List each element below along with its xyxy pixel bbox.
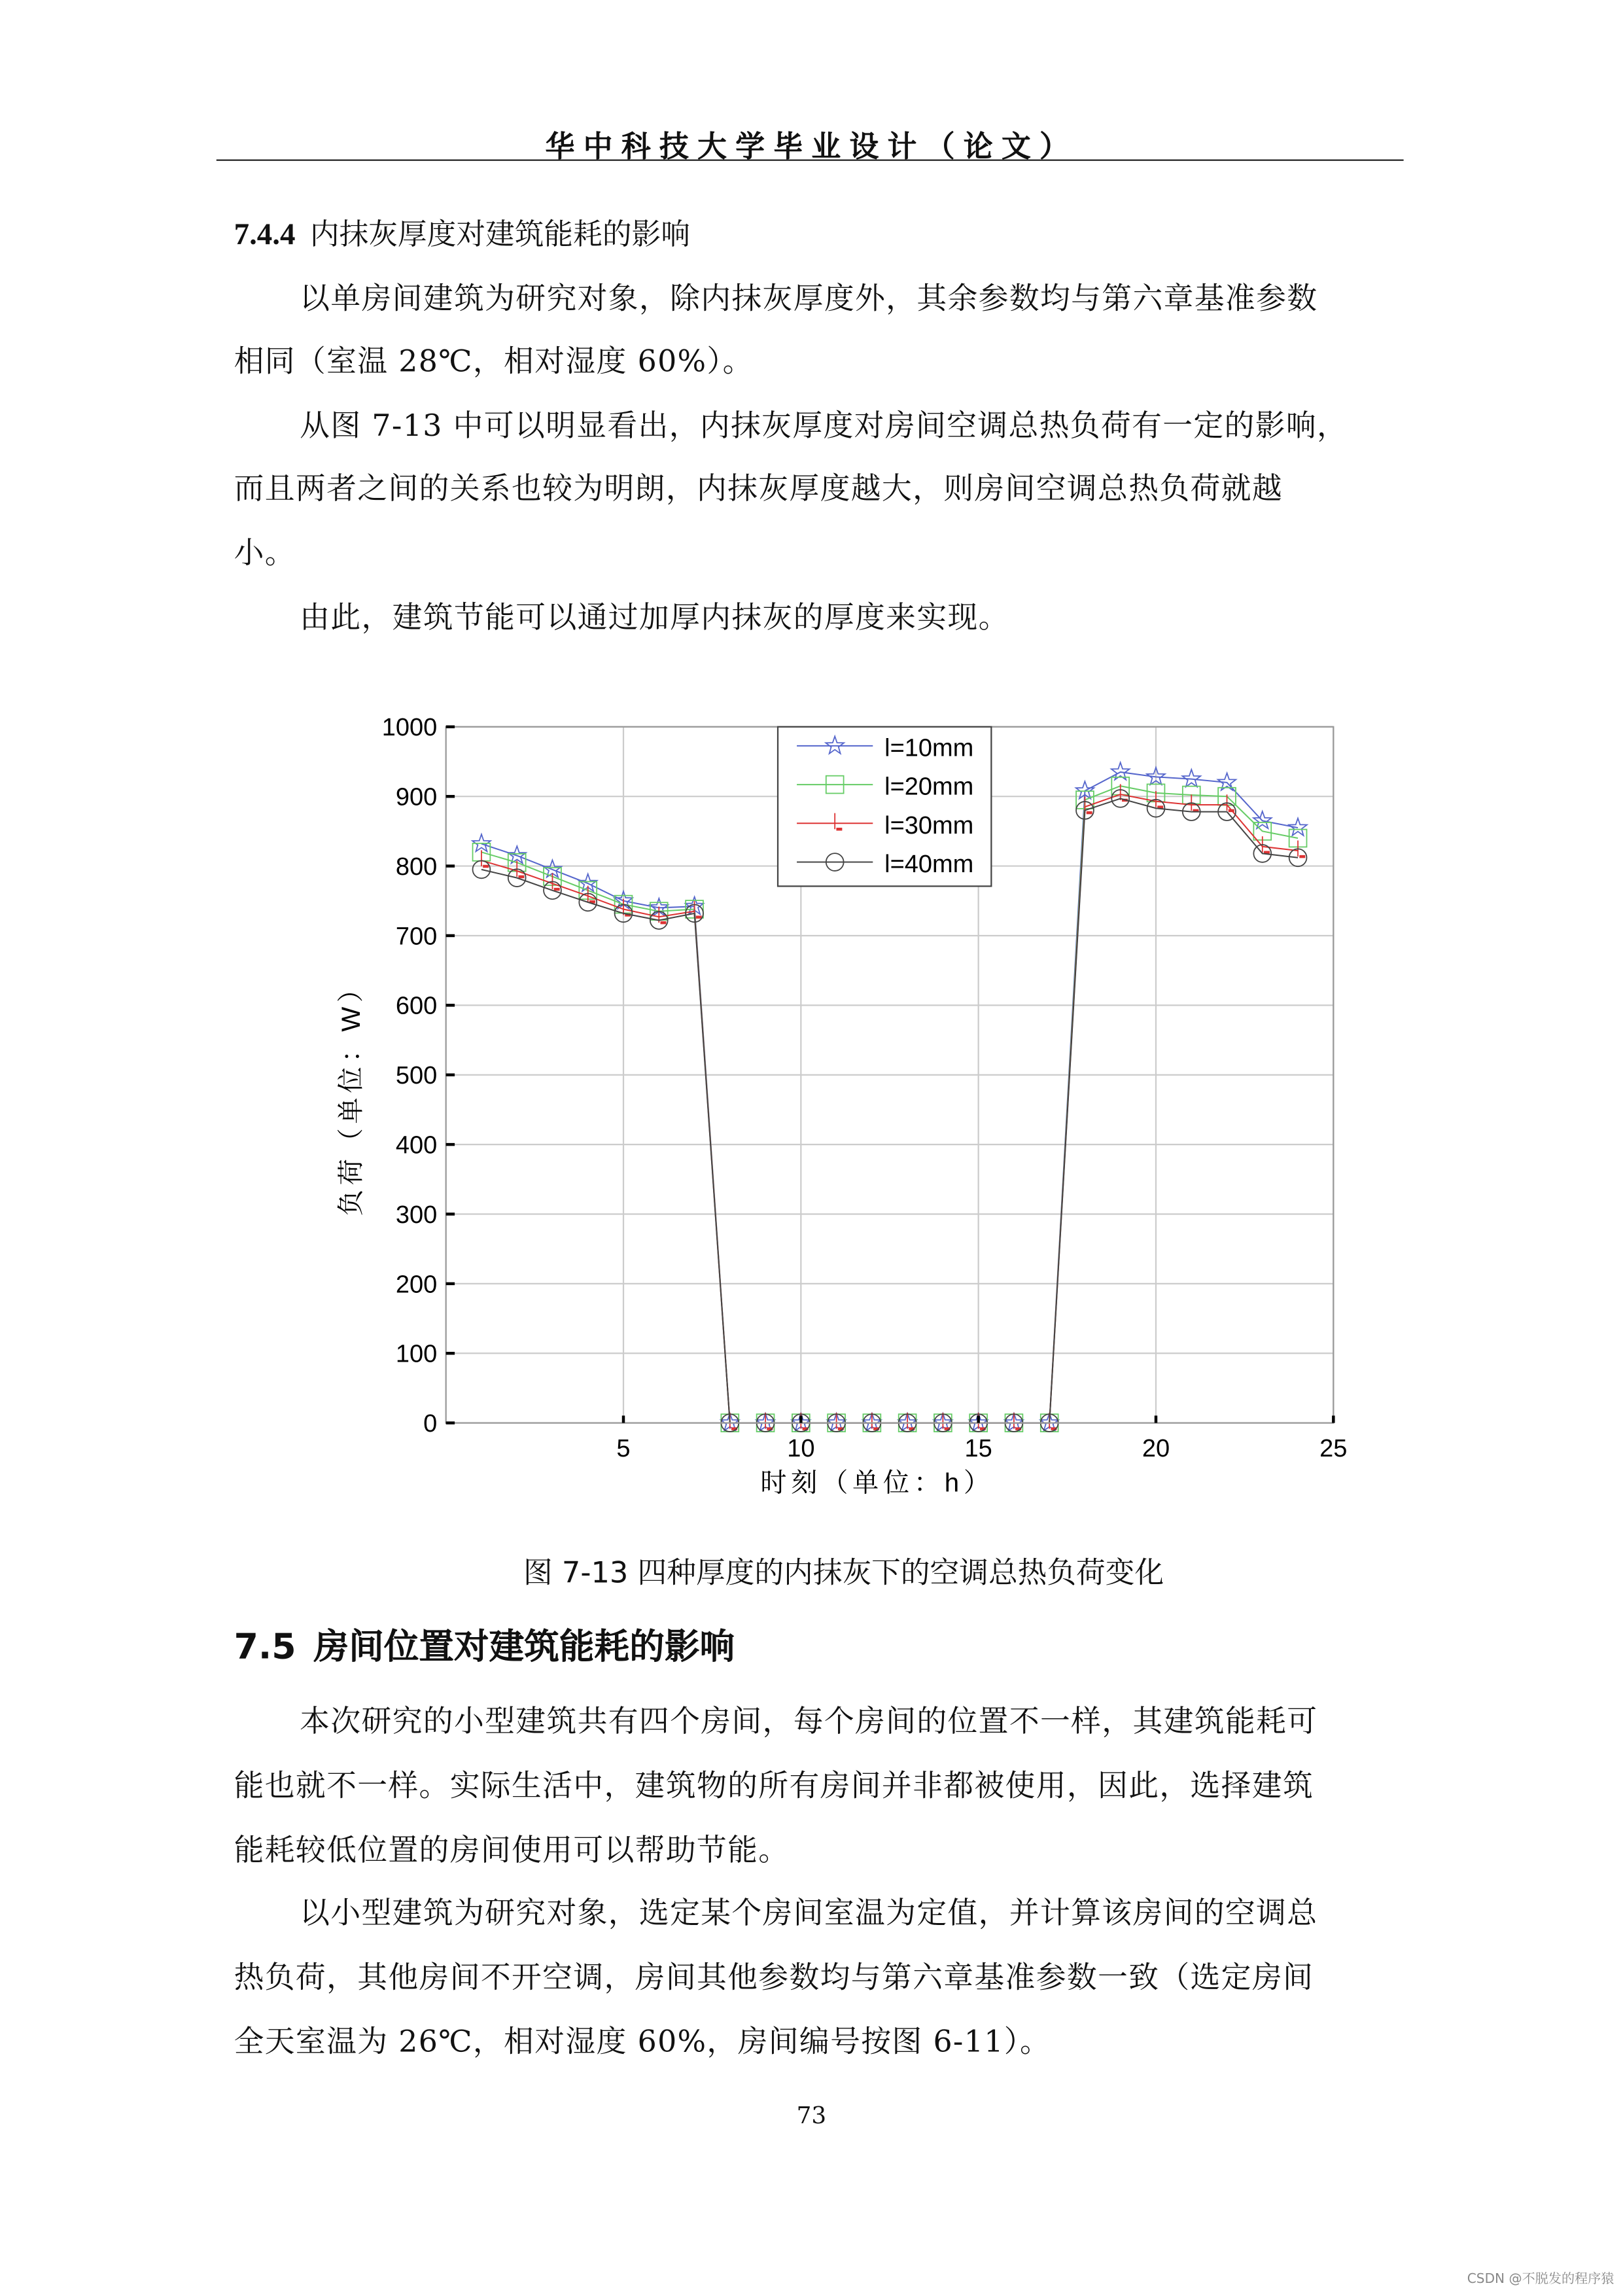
x-tick-label: 10 xyxy=(787,1435,815,1463)
paragraph-line: 小。 xyxy=(234,535,296,571)
paragraph-line: 相同（室温 28℃，相对湿度 60%）。 xyxy=(234,344,754,379)
paragraph-line: 热负荷，其他房间不开空调，房间其他参数均与第六章基准参数一致（选定房间 xyxy=(234,1959,1314,1995)
section-number: 7.5 xyxy=(234,1626,296,1667)
tick-marker-dot xyxy=(1229,809,1234,812)
x-tick-label: 5 xyxy=(616,1435,631,1463)
legend-label: l=20mm xyxy=(884,773,974,801)
section-heading-7-5 xyxy=(234,1617,735,1669)
paragraph-line: 从图 7-13 中可以明显看出，内抹灰厚度对房间空调总热负荷有一定的影响， xyxy=(300,408,1348,444)
y-tick-label: 900 xyxy=(395,783,438,811)
x-tick-label: 25 xyxy=(1319,1435,1348,1463)
paragraph-line: 由此，建筑节能可以通过加厚内抹灰的厚度来实现。 xyxy=(300,599,1009,635)
section-title: 内抹灰厚度对建筑能耗的影响 xyxy=(309,216,690,252)
tick-marker-dot xyxy=(554,888,560,891)
y-tick-label: 800 xyxy=(395,853,438,881)
y-tick-label: 600 xyxy=(395,992,438,1020)
paragraph-line: 全天室温为 26℃，相对湿度 60%，房间编号按图 6-11）。 xyxy=(234,2024,1051,2059)
paragraph-line: 本次研究的小型建筑共有四个房间，每个房间的位置不一样，其建筑能耗可 xyxy=(300,1703,1318,1739)
y-tick-label: 400 xyxy=(395,1131,438,1159)
tick-marker-dot xyxy=(836,828,842,830)
series-line-l=30mm xyxy=(481,794,1298,1423)
figure-caption: 图 7-13 四种厚度的内抹灰下的空调总热负荷变化 xyxy=(523,1554,1164,1590)
tick-marker-dot xyxy=(1299,855,1305,858)
tick-marker-dot xyxy=(518,875,524,878)
section-number: 7.4.4 xyxy=(234,216,296,252)
y-tick-label: 100 xyxy=(395,1340,438,1368)
tick-marker-dot xyxy=(661,921,667,924)
y-tick-label: 300 xyxy=(395,1201,438,1229)
watermark: CSDN @不脱发的程序猿 xyxy=(1467,2272,1614,2287)
x-axis-label: 时刻（单位：h） xyxy=(760,1468,994,1498)
tick-marker-dot xyxy=(1087,811,1092,814)
y-tick-label: 1000 xyxy=(381,714,438,742)
paragraph-line: 而且两者之间的关系也较为明朗，内抹灰厚度越大，则房间空调总热负荷就越 xyxy=(234,470,1283,506)
y-tick-label: 0 xyxy=(423,1410,438,1438)
y-tick-label: 500 xyxy=(395,1062,438,1090)
star-marker xyxy=(1289,818,1307,835)
tick-marker-dot xyxy=(696,915,702,918)
y-tick-label: 700 xyxy=(395,923,438,951)
legend-label: l=10mm xyxy=(884,734,974,762)
page-number: 73 xyxy=(796,2101,827,2130)
x-tick-label: 20 xyxy=(1142,1435,1170,1463)
tick-marker-dot xyxy=(483,865,489,868)
y-tick-label: 200 xyxy=(395,1271,438,1299)
running-header: 华中科技大学毕业设计（论文） xyxy=(545,128,1078,164)
paragraph-line: 能耗较低位置的房间使用可以帮助节能。 xyxy=(234,1832,790,1868)
legend-label: l=40mm xyxy=(884,851,974,879)
paragraph-line: 以小型建筑为研究对象，选定某个房间室温为定值，并计算该房间的空调总 xyxy=(300,1895,1318,1931)
paragraph-line: 以单房间建筑为研究对象，除内抹灰厚度外，其余参数均与第六章基准参数 xyxy=(300,281,1318,316)
series-line-l=40mm xyxy=(481,798,1298,1422)
legend-label: l=30mm xyxy=(884,811,974,839)
x-tick-label: 15 xyxy=(964,1435,992,1463)
legend xyxy=(778,727,991,887)
star-marker xyxy=(1182,769,1200,786)
section-title: 房间位置对建筑能耗的影响 xyxy=(313,1626,735,1667)
y-axis-label: 负荷（单位：W） xyxy=(336,972,366,1216)
paragraph-line: 能也就不一样。实际生活中，建筑物的所有房间并非都被使用，因此，选择建筑 xyxy=(234,1768,1314,1803)
